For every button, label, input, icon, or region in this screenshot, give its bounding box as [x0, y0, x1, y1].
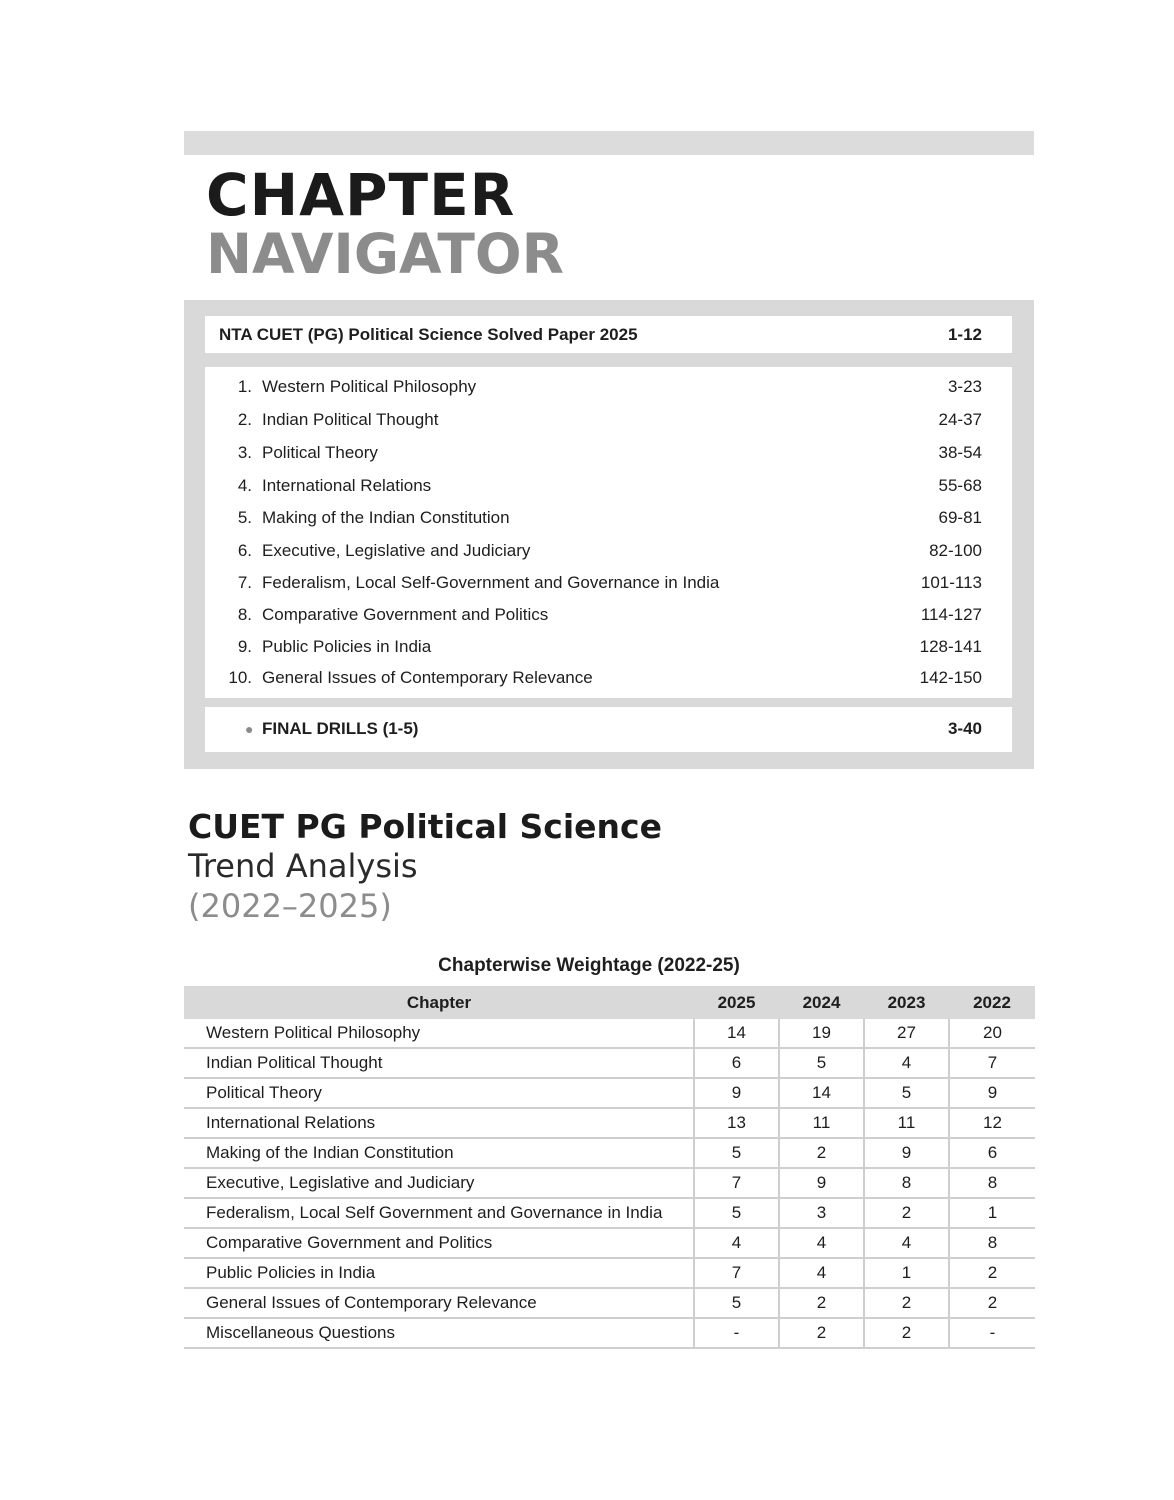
value-cell: 20: [949, 1019, 1035, 1048]
value-cell: 7: [694, 1258, 779, 1288]
value-cell: 13: [694, 1108, 779, 1138]
value-cell: 8: [864, 1168, 949, 1198]
chapter-number: 3.: [237, 443, 252, 462]
value-cell: 4: [694, 1228, 779, 1258]
chapter-number: 2.: [237, 410, 252, 429]
table-row: [184, 1078, 1035, 1108]
chapter-cell: International Relations: [184, 1108, 694, 1138]
value-cell: 2: [864, 1288, 949, 1318]
trend-heading: CUET PG Political Science: [188, 807, 662, 846]
table-row: [184, 1048, 1035, 1078]
final-drills-entry[interactable]: [205, 707, 1012, 752]
value-cell: 5: [779, 1048, 864, 1078]
value-cell: 4: [864, 1228, 949, 1258]
column-header-2024: 2024: [779, 986, 864, 1019]
chapter-cell: Western Political Philosophy: [184, 1019, 694, 1048]
value-cell: 14: [779, 1078, 864, 1108]
chapter-label: Federalism, Local Self-Government and Governance in India: [262, 573, 720, 592]
final-drills-label: FINAL DRILLS (1-5): [262, 719, 419, 738]
chapter-pages: 55-68: [938, 476, 982, 495]
value-cell: 9: [949, 1078, 1035, 1108]
table-row: [184, 1288, 1035, 1318]
value-cell: -: [949, 1318, 1035, 1348]
solved-paper-label: NTA CUET (PG) Political Science Solved Paper 2025: [219, 325, 638, 344]
solved-paper-entry[interactable]: [205, 316, 1012, 353]
chapter-label: Public Policies in India: [262, 637, 432, 656]
value-cell: 27: [864, 1019, 949, 1048]
chapter-pages: 101-113: [920, 573, 982, 592]
value-cell: 11: [779, 1108, 864, 1138]
table-row: [184, 1019, 1035, 1048]
table-row: [184, 1228, 1035, 1258]
column-header-chapter: Chapter: [184, 986, 694, 1019]
value-cell: -: [694, 1318, 779, 1348]
chapter-cell: General Issues of Contemporary Relevance: [184, 1288, 694, 1318]
value-cell: 4: [779, 1258, 864, 1288]
chapter-list: [205, 367, 1012, 698]
chapter-pages: 69-81: [938, 508, 982, 527]
chapter-cell: Miscellaneous Questions: [184, 1318, 694, 1348]
value-cell: 2: [864, 1198, 949, 1228]
chapter-pages: 3-23: [947, 377, 982, 396]
chapter-pages: 114-127: [920, 605, 982, 624]
chapter-label: Making of the Indian Constitution: [262, 508, 510, 527]
chapter-number: 1.: [237, 377, 252, 396]
value-cell: 4: [864, 1048, 949, 1078]
chapter-cell: Public Policies in India: [184, 1258, 694, 1288]
trend-years: (2022–2025): [188, 887, 392, 925]
final-drills-pages: 3-40: [947, 719, 982, 738]
value-cell: 9: [694, 1078, 779, 1108]
chapter-label: Political Theory: [262, 443, 378, 462]
chapter-pages: 38-54: [938, 443, 982, 462]
chapter-number: 7.: [237, 573, 252, 592]
bullet-icon: ●: [245, 721, 254, 737]
value-cell: 19: [779, 1019, 864, 1048]
chapter-number: 5.: [237, 508, 252, 527]
value-cell: 3: [779, 1198, 864, 1228]
chapter-label: International Relations: [262, 476, 432, 495]
chapter-pages: 82-100: [929, 541, 982, 560]
chapter-number: 6.: [237, 541, 252, 560]
table-row: [184, 1318, 1035, 1348]
chapter-cell: Indian Political Thought: [184, 1048, 694, 1078]
value-cell: 5: [694, 1288, 779, 1318]
chapter-navigator: [184, 300, 1034, 769]
value-cell: 4: [779, 1228, 864, 1258]
table-row: [184, 1138, 1035, 1168]
column-header-2022: 2022: [949, 986, 1035, 1019]
chapter-cell: Federalism, Local Self Government and Governance in India: [184, 1198, 694, 1228]
header-bar: [184, 131, 1034, 155]
column-header-2025: 2025: [694, 986, 779, 1019]
value-cell: 5: [864, 1078, 949, 1108]
chapter-number: 4.: [237, 476, 252, 495]
value-cell: 6: [949, 1138, 1035, 1168]
value-cell: 5: [694, 1138, 779, 1168]
weightage-table: [184, 986, 1035, 1349]
value-cell: 2: [949, 1258, 1035, 1288]
chapter-cell: Executive, Legislative and Judiciary: [184, 1168, 694, 1198]
value-cell: 9: [779, 1168, 864, 1198]
value-cell: 14: [694, 1019, 779, 1048]
value-cell: 8: [949, 1228, 1035, 1258]
value-cell: 12: [949, 1108, 1035, 1138]
chapter-pages: 142-150: [919, 668, 982, 687]
chapter-label: Western Political Philosophy: [262, 377, 477, 396]
value-cell: 2: [779, 1138, 864, 1168]
value-cell: 5: [694, 1198, 779, 1228]
trend-subheading: Trend Analysis: [188, 847, 418, 885]
value-cell: 1: [864, 1258, 949, 1288]
solved-paper-pages: 1-12: [947, 325, 982, 344]
chapter-label: Indian Political Thought: [262, 410, 439, 429]
page-title-line1: CHAPTER: [206, 161, 516, 229]
value-cell: 2: [779, 1288, 864, 1318]
chapter-number: 9.: [237, 637, 252, 656]
chapter-cell: Making of the Indian Constitution: [184, 1138, 694, 1168]
table-row: [184, 1168, 1035, 1198]
value-cell: 7: [949, 1048, 1035, 1078]
value-cell: 11: [864, 1108, 949, 1138]
weightage-table-title: Chapterwise Weightage (2022-25): [438, 955, 740, 976]
chapter-label: General Issues of Contemporary Relevance: [262, 668, 593, 687]
value-cell: 2: [864, 1318, 949, 1348]
chapter-number: 10.: [228, 668, 252, 687]
chapter-pages: 24-37: [938, 410, 982, 429]
table-row: [184, 1108, 1035, 1138]
chapter-cell: Comparative Government and Politics: [184, 1228, 694, 1258]
column-header-2023: 2023: [864, 986, 949, 1019]
value-cell: 1: [949, 1198, 1035, 1228]
value-cell: 2: [949, 1288, 1035, 1318]
chapter-label: Executive, Legislative and Judiciary: [262, 541, 531, 560]
value-cell: 7: [694, 1168, 779, 1198]
table-row: [184, 1198, 1035, 1228]
value-cell: 8: [949, 1168, 1035, 1198]
table-header-row: [184, 986, 1035, 1019]
table-row: [184, 1258, 1035, 1288]
value-cell: 6: [694, 1048, 779, 1078]
value-cell: 2: [779, 1318, 864, 1348]
chapter-cell: Political Theory: [184, 1078, 694, 1108]
chapter-pages: 128-141: [919, 637, 982, 656]
chapter-number: 8.: [237, 605, 252, 624]
page-title-line2: NAVIGATOR: [206, 222, 564, 286]
chapter-label: Comparative Government and Politics: [262, 605, 549, 624]
value-cell: 9: [864, 1138, 949, 1168]
